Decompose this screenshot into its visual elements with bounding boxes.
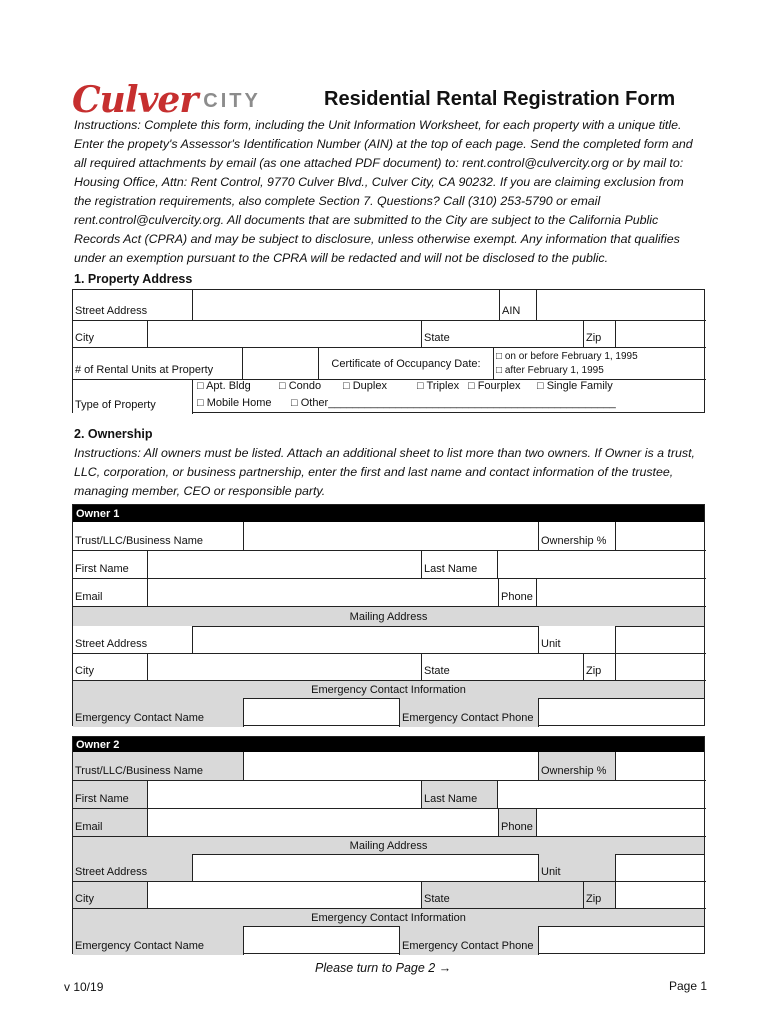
owner1-ec-name-input[interactable] — [244, 698, 400, 727]
street-address-label: Street Address — [73, 290, 193, 321]
rental-units-label: # of Rental Units at Property — [73, 348, 243, 380]
owner1-ec-phone-input[interactable] — [539, 698, 706, 727]
owner2-trust-label: Trust/LLC/Business Name — [73, 752, 244, 781]
owner1-unit-label: Unit — [539, 626, 616, 654]
owner2-state-label: State — [422, 882, 584, 909]
property-type-label: Type of Property — [73, 380, 193, 414]
type-duplex-checkbox[interactable]: □ Duplex — [343, 380, 387, 392]
owner2-emergency-header: Emergency Contact Information — [73, 909, 704, 927]
city-label: City — [73, 321, 148, 348]
owner2-zip-label: Zip — [584, 882, 616, 909]
owner1-ownership-label: Ownership % — [539, 522, 616, 551]
owner2-ec-phone-input[interactable] — [539, 926, 706, 955]
owner1-city-input[interactable] — [148, 654, 422, 681]
owner2-header: Owner 2 — [73, 737, 704, 752]
owner2-last-name-label: Last Name — [422, 781, 498, 809]
owner2-ownership-input[interactable] — [616, 752, 706, 781]
owner2-mailing-header: Mailing Address — [73, 837, 704, 855]
owner2-city-input[interactable] — [148, 882, 422, 909]
type-other-checkbox[interactable]: □ Other_______________________________________________ — [291, 397, 616, 409]
owner2-table — [72, 736, 705, 954]
logo-city-text: CITY — [203, 90, 261, 112]
owner1-ownership-input[interactable] — [616, 522, 706, 551]
owner1-last-name-input[interactable] — [498, 551, 706, 579]
owner1-ec-name-label: Emergency Contact Name — [73, 698, 244, 727]
owner1-state-label: State — [422, 654, 584, 681]
form-instructions: Instructions: Complete this form, including the Unit Information Worksheet, for each property with a unique title. Enter the propety's Assessor's Identification Number (AIN) at the top of each page. Send the completed form and all required attachments by email (as one attached PDF document) to: rent.control@culvercity.org or by mail to: Housing Office, Attn: Rent Control, 9770 Culver Blvd., Culver City, CA 90232. If you are claiming exclusion from the registration requirements, also complete Section 7. Questions? Call (310) 253-5790 or email rent.control@culvercity.org. All documents that are submitted to the City are subject to the California Public Records Act (CPRA) and may be subject to disclosure, unless otherwise exempt. Any information that qualifies under an exemption pursuant to the CPRA will be redacted and will not be disclosed to the public. — [74, 118, 693, 265]
owner1-email-input[interactable] — [148, 579, 499, 607]
owner2-email-input[interactable] — [148, 809, 499, 837]
owner2-unit-label: Unit — [539, 854, 616, 882]
type-fourplex-checkbox[interactable]: □ Fourplex — [468, 380, 521, 392]
owner2-first-name-label: First Name — [73, 781, 148, 809]
owner1-zip-label: Zip — [584, 654, 616, 681]
owner1-zip-input[interactable] — [616, 654, 706, 681]
owner1-trust-input[interactable] — [244, 522, 539, 551]
owner1-trust-label: Trust/LLC/Business Name — [73, 522, 244, 551]
owner2-street-label: Street Address — [73, 854, 193, 882]
owner1-city-label: City — [73, 654, 148, 681]
cofo-label: Certificate of Occupancy Date: — [319, 348, 494, 380]
owner2-first-name-input[interactable] — [148, 781, 422, 809]
cofo-options — [494, 348, 706, 380]
owner1-header: Owner 1 — [73, 505, 704, 522]
ain-input[interactable] — [537, 290, 706, 321]
section1-title: 1. Property Address — [74, 272, 193, 286]
property-type-options — [193, 380, 706, 414]
cofo-option-after[interactable]: □ after February 1, 1995 — [496, 364, 604, 376]
type-mobile-home-checkbox[interactable]: □ Mobile Home — [197, 397, 272, 409]
owner2-ec-phone-label: Emergency Contact Phone — [400, 926, 539, 955]
state-label: State — [422, 321, 584, 348]
owner1-street-input[interactable] — [193, 626, 539, 654]
type-apt-checkbox[interactable]: □ Apt. Bldg — [197, 380, 251, 392]
cofo-option-before[interactable]: □ on or before February 1, 1995 — [496, 350, 638, 362]
owner1-last-name-label: Last Name — [422, 551, 498, 579]
section2-title: 2. Ownership — [74, 427, 153, 441]
owner1-mailing-header: Mailing Address — [73, 607, 704, 627]
type-single-family-checkbox[interactable]: □ Single Family — [537, 380, 613, 392]
version-label: v 10/19 — [64, 980, 104, 994]
culver-city-logo — [72, 70, 261, 121]
owner1-first-name-input[interactable] — [148, 551, 422, 579]
owner1-first-name-label: First Name — [73, 551, 148, 579]
ownership-instructions: Instructions: All owners must be listed. Attach an additional sheet to list more than two owners. If Owner is a trust, LLC, corporation, or business partnership, enter the first and last name and contact information of the trustee, managing member, CEO or responsible party. — [74, 446, 695, 498]
owner2-ec-name-label: Emergency Contact Name — [73, 926, 244, 955]
owner2-unit-input[interactable] — [616, 854, 706, 882]
zip-label: Zip — [584, 321, 616, 348]
logo-culver-text: Culver — [72, 79, 198, 121]
city-input[interactable] — [148, 321, 422, 348]
turn-page-note: Please turn to Page 2 → — [315, 961, 452, 975]
owner2-city-label: City — [73, 882, 148, 909]
ain-label: AIN — [500, 290, 537, 321]
street-address-input[interactable] — [193, 290, 500, 321]
form-title: Residential Rental Registration Form — [324, 88, 676, 110]
owner2-ownership-label: Ownership % — [539, 752, 616, 781]
rental-units-input[interactable] — [243, 348, 319, 380]
type-triplex-checkbox[interactable]: □ Triplex — [417, 380, 460, 392]
zip-input[interactable] — [616, 321, 706, 348]
owner1-phone-input[interactable] — [537, 579, 706, 607]
owner1-ec-phone-label: Emergency Contact Phone — [400, 698, 539, 727]
owner1-street-label: Street Address — [73, 626, 193, 654]
owner2-trust-input[interactable] — [244, 752, 539, 781]
owner2-phone-input[interactable] — [537, 809, 706, 837]
owner2-email-label: Email — [73, 809, 148, 837]
owner1-emergency-header: Emergency Contact Information — [73, 681, 704, 699]
owner2-zip-input[interactable] — [616, 882, 706, 909]
owner1-email-label: Email — [73, 579, 148, 607]
owner1-table — [72, 504, 705, 726]
type-condo-checkbox[interactable]: □ Condo — [279, 380, 322, 392]
page-number: Page 1 — [669, 979, 708, 993]
property-address-table — [72, 289, 705, 413]
owner2-last-name-input[interactable] — [498, 781, 706, 809]
owner2-ec-name-input[interactable] — [244, 926, 400, 955]
owner2-street-input[interactable] — [193, 854, 539, 882]
owner1-unit-input[interactable] — [616, 626, 706, 654]
owner1-phone-label: Phone — [499, 579, 537, 607]
owner2-phone-label: Phone — [499, 809, 537, 837]
